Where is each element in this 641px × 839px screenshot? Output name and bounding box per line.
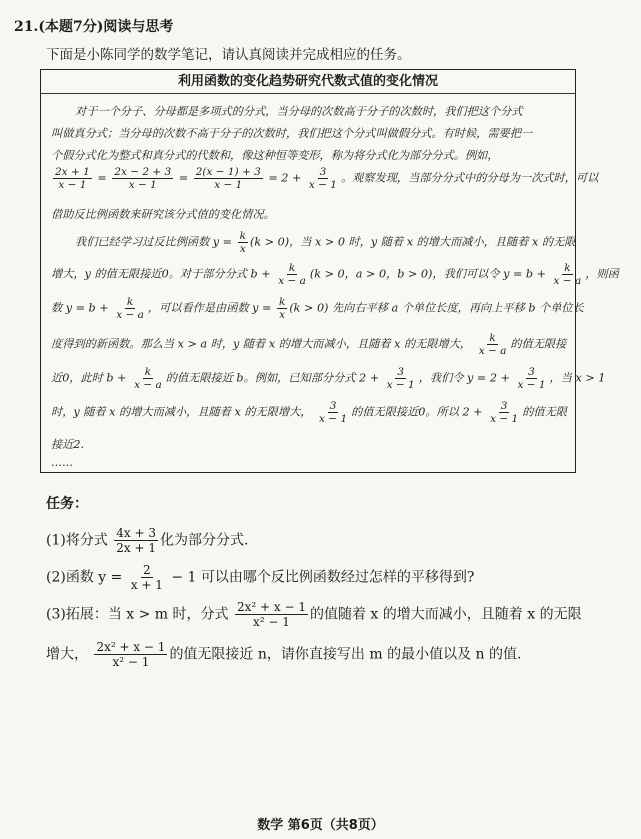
note-heading: 利用函数的变化趋势研究代数式值的变化情况 bbox=[41, 71, 575, 94]
note-line: 度得到的新函数。那么当 x > a 时，y 随着 x 的增大而减小，且随着 x 的无限增大， $\frac{k}{x - a}$ 的值无限接 bbox=[51, 332, 567, 357]
fraction: $\frac{3}{x - 1}$ bbox=[490, 400, 519, 425]
fraction: $\frac{3}{x - 1}$ bbox=[386, 366, 415, 391]
fraction: $\frac{k}{x - a}$ bbox=[116, 296, 144, 321]
note-line: $\frac{2x + 1}{x - 1}$ = $\frac{2x - 2 + 3}{x - 1}$ = $\frac{2(x - 1) + 3}{x - 1}$ = 2 + $\frac{3}{x - 1}$ 。观察发现，当部分分式中的分母为一次式时，可以 bbox=[55, 166, 599, 191]
note-line: 我们已经学习过反比例函数 y = $\frac{k}{x}$ (k > 0)，当 x > 0 时，y 随着 x 的增大而减小，且随着 x 的无限 bbox=[75, 230, 576, 255]
note-line: 近0，此时 b + $\frac{k}{x - a}$ 的值无限接近 b。例如，已知部分分式 2 + $\frac{3}{x - 1}$ ，我们令 y = 2 + $\frac{3}{x - 1}$ ，当 x > 1 bbox=[51, 366, 606, 391]
task-1: (1)将分式 $\frac{4x + 3}{2x + 1}$ 化为部分分式. bbox=[46, 526, 249, 555]
task-3-cont: 增大， $\frac{\text{2x² + x − 1}}{\text{x² − 1}}$ 的值无限接近 n，请你直接写出 m 的最小值以及 n 的值. bbox=[46, 640, 522, 669]
fraction: $\frac{k}{x - a}$ bbox=[553, 262, 582, 287]
question-intro: 下面是小陈同学的数学笔记，请认真阅读并完成相应的任务。 bbox=[46, 47, 411, 63]
note-line: 时，y 随着 x 的增大而减小，且随着 x 的无限增大， $\frac{3}{x - 1}$ 的值无限接近0。所以 2 + $\frac{3}{x - 1}$ 的值无限 bbox=[51, 400, 567, 425]
note-ellipsis: …… bbox=[51, 456, 73, 469]
fraction: $\frac{2(x - 1) + 3}{x - 1}$ bbox=[195, 166, 261, 191]
note-line: 个假分式化为整式和真分式的代数和，像这种恒等变形，称为将分式化为部分分式。例如， bbox=[51, 149, 499, 162]
fraction: $\frac{k}{x}$ bbox=[278, 296, 286, 321]
note-line: 借助反比例函数来研究该分式值的变化情况。 bbox=[51, 208, 275, 221]
note-line: 对于一个分子、分母都是多项式的分式，当分母的次数高于分子的次数时，我们把这个分式 bbox=[75, 105, 523, 118]
note-box bbox=[40, 69, 619, 473]
note-line: 数 y = b + $\frac{k}{x - a}$ ，可以看作是由函数 y = $\frac{k}{x}$ (k > 0) 先向右平移 a 个单位长度，再向上平移 b 个单位长 bbox=[51, 296, 584, 321]
fraction: $\frac{\text{2x² + x − 1}}{\text{x² − 1}}$ bbox=[96, 640, 166, 669]
task-2: (2)函数 y = $\frac{2}{x + 1}$ − 1 可以由哪个反比例函数经过怎样的平移得到? bbox=[46, 563, 475, 592]
fraction: $\frac{2x + 1}{x - 1}$ bbox=[55, 166, 90, 191]
fraction: $\frac{2}{x + 1}$ bbox=[130, 563, 163, 592]
fraction: $\frac{3}{x - 1}$ bbox=[517, 366, 546, 391]
note-line: 接近2. bbox=[51, 438, 85, 451]
fraction: $\frac{3}{x - 1}$ bbox=[308, 166, 337, 191]
fraction: $\frac{k}{x - a}$ bbox=[278, 262, 306, 287]
fraction: $\frac{k}{x}$ bbox=[239, 230, 246, 255]
page-footer: 数学 第6页（共8页） bbox=[257, 818, 384, 833]
fraction: $\frac{3}{x - 1}$ bbox=[319, 400, 348, 425]
fraction: $\frac{2x - 2 + 3}{x - 1}$ bbox=[114, 166, 172, 191]
fraction: $\frac{\text{2x² + x − 1}}{\text{x² − 1}}$ bbox=[237, 600, 306, 629]
fraction: $\frac{4x + 3}{2x + 1}$ bbox=[116, 526, 157, 555]
question-title: 21.(本题7分)阅读与思考 bbox=[14, 19, 174, 35]
fraction: $\frac{k}{x - a}$ bbox=[478, 332, 507, 357]
task-3: (3)拓展：当 x > m 时，分式 $\frac{\text{2x² + x − 1}}{\text{x² − 1}}$ 的值随着 x 的增大而减小，且随着 x 的无限 bbox=[46, 600, 582, 629]
fraction: $\frac{k}{x - a}$ bbox=[134, 366, 162, 391]
tasks-heading: 任务： bbox=[46, 496, 88, 512]
note-line: 叫做真分式；当分母的次数不高于分子的次数时，我们把这个分式叫做假分式。有时候，需要把一 bbox=[51, 127, 533, 140]
note-line: 增大，y 的值无限接近0。对于部分分式 b + $\frac{k}{x - a}$ (k > 0，a > 0，b > 0)，我们可以令 y = b + $\frac{k}{x - a}$ ，则函 bbox=[51, 262, 619, 287]
